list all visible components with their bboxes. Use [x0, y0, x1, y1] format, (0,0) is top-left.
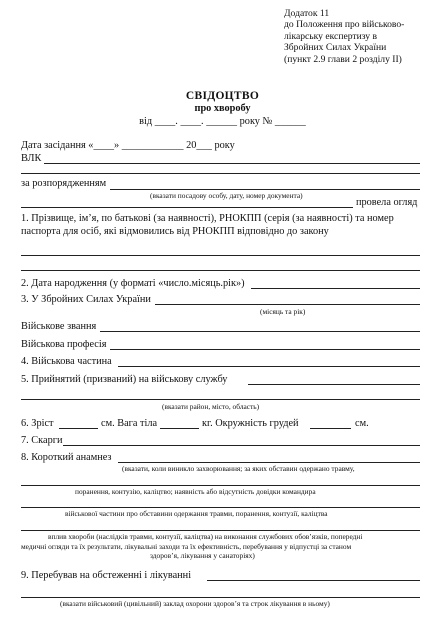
field-3-input-line[interactable]	[155, 304, 420, 305]
field-5-input-line[interactable]	[248, 384, 420, 385]
field-9-input-line[interactable]	[207, 580, 420, 581]
field-8-label: 8. Короткий анамнез	[21, 452, 112, 463]
height-input-line[interactable]	[59, 428, 98, 429]
profession-label: Військова професія	[21, 339, 107, 350]
document-title: СВІДОЦТВО	[185, 90, 260, 102]
field-8-hint: вплив хвороби (наслідків травми, контузії, каліцтва) на виконання службових обов’язків, попередні	[48, 532, 363, 541]
field-1-input-line-2[interactable]	[21, 270, 420, 271]
meeting-date-label: Дата засідання «____» ____________ 20___ року	[21, 140, 235, 151]
order-input-line[interactable]	[110, 189, 420, 190]
field-8-hint: поранення, контузію, каліцтво; наявність або відсутність довідки командира	[75, 487, 316, 496]
field-1-label: 1. Прізвище, ім’я, по батькові (за наявності), РНОКПП (серія (за наявності) та номер	[21, 213, 394, 224]
field-5-input-line-2[interactable]	[21, 399, 420, 400]
field-8-input-line-3[interactable]	[21, 507, 420, 508]
field-1-label-cont: паспорта для осіб, які відмовились від РНОКПП відповідно до закону	[21, 226, 329, 237]
field-8-hint: (вказати, коли виникло захворювання; за яких обставин одержано травму,	[122, 464, 355, 473]
field-9-input-line-2[interactable]	[21, 597, 420, 598]
document-number-line: від ____. ____. ______ року № ______	[139, 116, 306, 127]
field-6-weight-label: см. Вага тіла	[101, 418, 158, 429]
field-9-label: 9. Перебував на обстеженні і лікуванні	[21, 570, 192, 581]
field-7-input-line[interactable]	[63, 445, 420, 446]
weight-input-line[interactable]	[160, 428, 199, 429]
field-3-label: 3. У Збройних Силах України	[21, 294, 151, 305]
exam-done-label: провела огляд	[356, 197, 418, 208]
field-8-input-line-2[interactable]	[21, 485, 420, 486]
vlk-input-line[interactable]	[44, 163, 420, 164]
field-7-label: 7. Скарги	[21, 435, 63, 446]
vlk-continuation-line[interactable]	[21, 173, 420, 174]
field-6-height-label: 6. Зріст	[21, 418, 54, 429]
annex-line: Додаток 11	[284, 8, 330, 19]
chest-input-line[interactable]	[310, 428, 351, 429]
document-subtitle: про хворобу	[194, 103, 251, 114]
field-8-hint: медичні огляди та їх результати, лікувальні заходи та їх ефективність, перебування у відпустці за станом	[21, 542, 352, 551]
annex-line: (пункт 2.9 глави 2 розділу II)	[284, 53, 402, 65]
field-8-hint: здоров’я, лікування у санаторіях)	[150, 551, 255, 560]
field-4-label: 4. Військова частина	[21, 356, 112, 367]
field-2-label: 2. Дата народження (у форматі «число.місяць.рік»)	[21, 278, 245, 289]
annex-line: до Положення про військово-	[284, 19, 405, 31]
field-2-input-line[interactable]	[251, 288, 420, 289]
vlk-label: ВЛК	[21, 153, 42, 164]
profession-input-line[interactable]	[110, 349, 420, 350]
rank-input-line[interactable]	[100, 331, 420, 332]
field-9-hint: (вказати військовий (цивільний) заклад охорони здоров’я та строк лікування в ньому)	[60, 599, 330, 608]
field-6-chest-label: кг. Окружність грудей	[202, 418, 299, 429]
annex-line: лікарську експертизу в	[284, 30, 378, 42]
exam-input-line[interactable]	[21, 207, 353, 208]
field-6-cm-label: см.	[355, 418, 369, 429]
field-8-input-line[interactable]	[118, 462, 420, 463]
order-label: за розпорядженням	[21, 178, 107, 189]
field-5-hint: (вказати район, місто, область)	[162, 402, 260, 411]
order-hint: (вказати посадову особу, дату, номер документа)	[150, 191, 303, 200]
field-8-hint: військової частини про обставини одержання травми, поранення, контузії, каліцтва	[65, 509, 328, 518]
annex-line: Збройних Силах України	[284, 42, 387, 54]
field-3-hint: (місяць та рік)	[260, 307, 306, 316]
field-8-input-line-4[interactable]	[21, 530, 420, 531]
rank-label: Військове звання	[21, 321, 97, 332]
field-5-label: 5. Прийнятий (призваний) на військову службу	[21, 374, 228, 385]
annex-header	[284, 8, 444, 65]
field-1-input-line[interactable]	[21, 255, 420, 256]
field-4-input-line[interactable]	[118, 366, 420, 367]
